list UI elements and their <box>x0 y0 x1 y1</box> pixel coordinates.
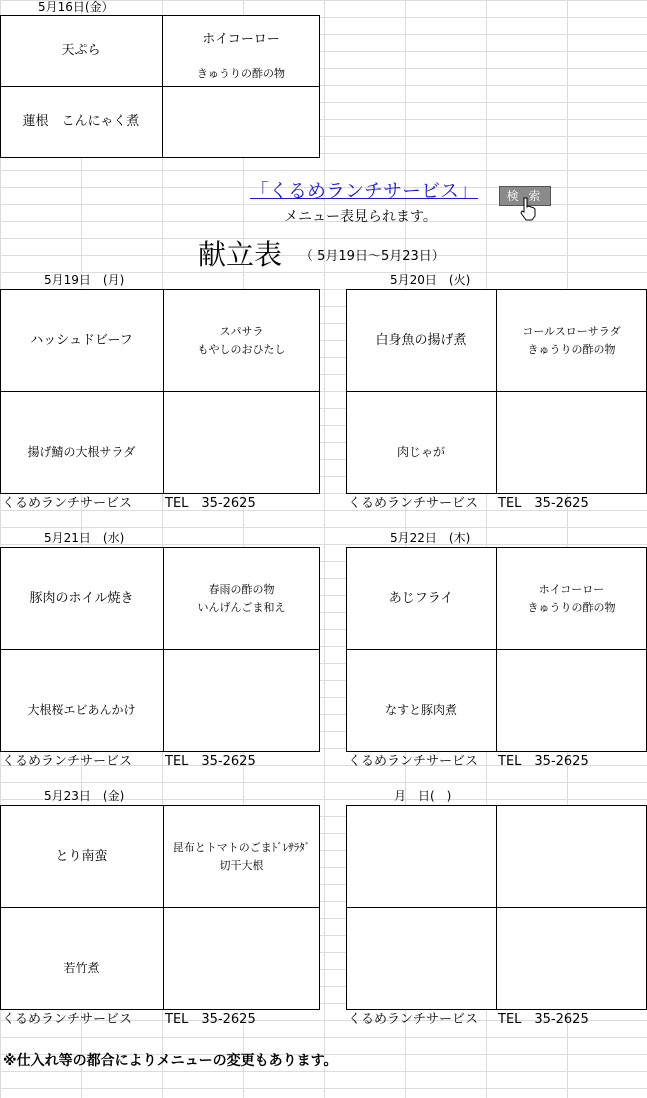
second-dish-label: 揚げ鯖の大根サラダ <box>27 445 136 459</box>
main-dish: あじフライ <box>388 590 454 606</box>
second-dish <box>346 908 496 1009</box>
side-dish: 昆布とトマトのごまﾄﾞﾚｻﾗﾀﾞ <box>172 840 311 854</box>
footer-tel: TEL 35-2625 <box>498 754 589 769</box>
notice: ※仕入れ等の都合によりメニューの変更もあります。 <box>3 1053 338 1069</box>
side-dish: ホイコーロー <box>538 582 605 596</box>
second-dish-label: 肉じゃが <box>396 445 445 459</box>
search-button[interactable]: 検 索 <box>499 186 551 206</box>
side-dishes <box>497 806 646 907</box>
footer-tel: TEL 35-2625 <box>498 1012 589 1027</box>
side-dishes <box>497 548 646 649</box>
day-date: 5月22日 (木) <box>390 531 471 545</box>
side-dishes <box>164 806 319 907</box>
second-dish <box>346 392 496 493</box>
main-dish: ハッシュドビーフ <box>30 332 133 348</box>
side-dish: きゅうりの酢の物 <box>527 600 616 614</box>
side-dish: いんげんごま和え <box>197 600 286 614</box>
top-cell-2b: きゅうりの酢の物 <box>197 67 285 80</box>
side-dish: きゅうりの酢の物 <box>527 342 616 356</box>
day-date: 5月23日 (金) <box>44 789 125 803</box>
main-dish: とり南蛮 <box>55 848 108 864</box>
second-dish-label: 大根桜エビあんかけ <box>27 703 136 717</box>
footer-name: くるめランチサービス <box>348 754 479 769</box>
footer-name: くるめランチサービス <box>348 496 479 511</box>
second-dish-label: 若竹煮 <box>63 961 100 975</box>
top-cell-2: ホイコーロー <box>202 32 280 47</box>
second-dish <box>0 392 163 493</box>
top-cell-3: 蓮根 こんにゃく煮 <box>22 114 140 129</box>
second-dish <box>0 650 163 751</box>
footer-tel: TEL 35-2625 <box>165 754 256 769</box>
footer-tel: TEL 35-2625 <box>165 496 256 511</box>
pointer-hand-icon <box>518 196 538 222</box>
second-dish <box>0 908 163 1009</box>
side-dish: 春雨の酢の物 <box>208 582 275 596</box>
footer-tel: TEL 35-2625 <box>498 496 589 511</box>
main-dish: 豚肉のホイル焼き <box>29 590 134 606</box>
footer-name: くるめランチサービス <box>2 1012 133 1027</box>
footer-name: くるめランチサービス <box>2 754 133 769</box>
footer-tel: TEL 35-2625 <box>165 1012 256 1027</box>
side-dish: 切干大根 <box>219 858 264 872</box>
second-dish-label: なすと豚肉煮 <box>384 703 457 717</box>
side-dishes <box>164 290 319 391</box>
side-dish: もやしのおひたし <box>197 342 286 356</box>
side-dish: スパサラ <box>219 324 264 338</box>
footer-name: くるめランチサービス <box>2 496 133 511</box>
service-link[interactable]: 「くるめランチサービス」 <box>250 180 479 202</box>
top-cell-1: 天ぷら <box>61 43 101 58</box>
day-date: 月 日( ) <box>394 789 452 803</box>
main-dish: 白身魚の揚げ煮 <box>375 332 467 348</box>
side-dishes <box>497 290 646 391</box>
second-dish <box>346 650 496 751</box>
day-date: 5月20日 (火) <box>390 273 471 287</box>
main-dish <box>346 806 496 907</box>
day-date: 5月19日 (月) <box>44 273 125 287</box>
date-range: （ 5月19日～5月23日） <box>300 249 445 264</box>
side-dish: コールスローサラダ <box>522 324 621 338</box>
service-subtitle: メニュー表見られます。 <box>284 209 437 225</box>
side-dishes <box>164 548 319 649</box>
day-date: 5月21日 (水) <box>44 531 125 545</box>
footer-name: くるめランチサービス <box>348 1012 479 1027</box>
top-date: 5月16日(金） <box>38 0 114 14</box>
page-title: 献立表 <box>198 238 283 271</box>
